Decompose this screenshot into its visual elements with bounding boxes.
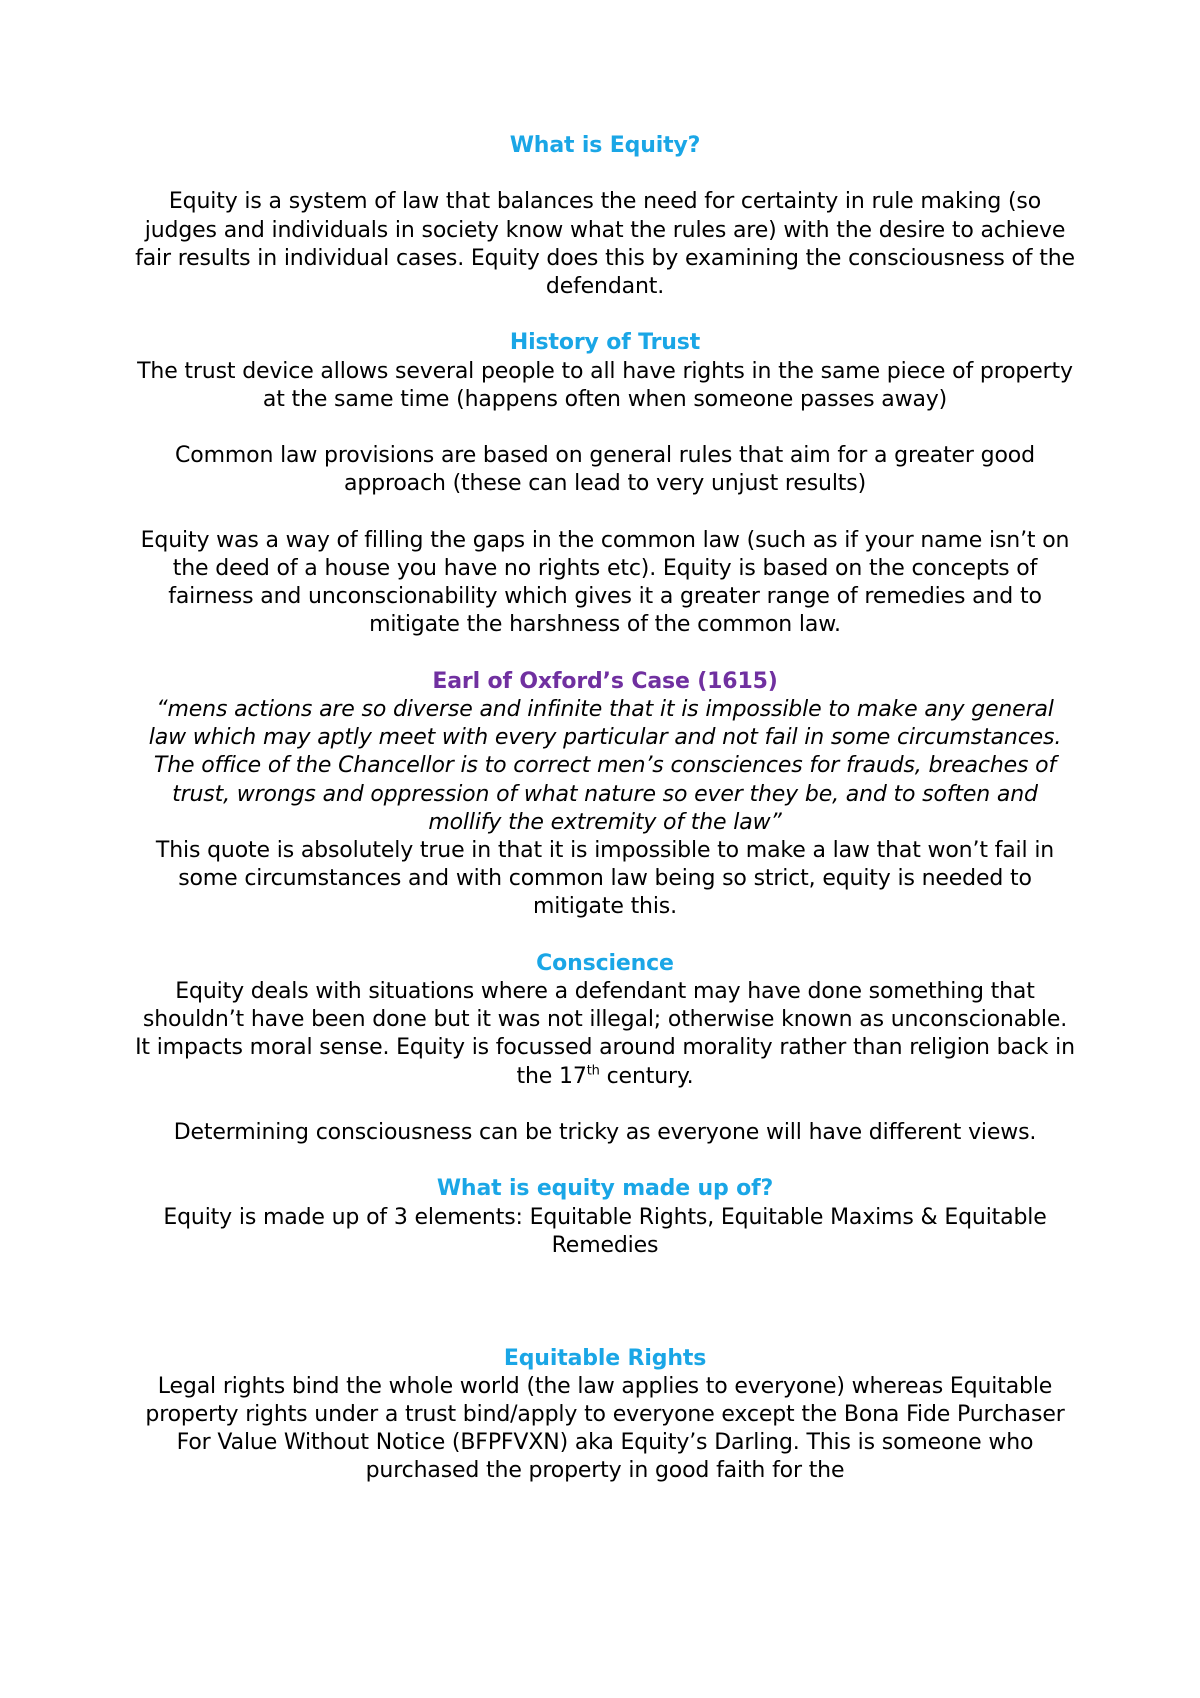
spacer — [135, 1147, 1075, 1175]
spacer — [135, 499, 1075, 527]
spacer — [135, 1260, 1075, 1345]
paragraph-equitable-rights: Legal rights bind the whole world (the law applies to everyone) whereas Equitable property rights under a trust bind/apply to everyone except the Bona Fide Purchaser For Value Without Notice (BFPFVXN) aka Equity’s Darling. This is someone who purchased the property in good faith for the — [145, 1373, 1065, 1484]
heading-what-is-equity: What is Equity? — [509, 133, 701, 158]
paragraph-common-law: Common law provisions are based on general rules that aim for a greater good approach (these can lead to very unjust results) — [175, 443, 1035, 497]
heading-conscience: Conscience — [536, 950, 674, 976]
quote-earl-of-oxford: “mens actions are so diverse and infinite that it is impossible to make any general law which may aptly meet with every particular and not fail in some circumstances. The office of the Chancellor is to correct men’s consciences for frauds, breaches of trust, wrongs and oppression of what nature so ever they be, and to soften and mollify the extremity of the law” — [148, 696, 1062, 835]
paragraph-conscience — [135, 978, 1075, 1091]
paragraph-trust-device: The trust device allows several people to all have rights in the same piece of property at the same time (happens often when someone passes away) — [137, 358, 1073, 412]
spacer — [135, 160, 1075, 188]
conscience-text: Equity deals with situations where a defendant may have done something that shouldn’t have been done but it was not illegal; otherwise known as unconscionable. It impacts moral sense. Equity is focussed around morality rather than religion back in the 17 — [135, 979, 1075, 1089]
heading-earl-of-oxford: Earl of Oxford’s Case (1615) — [432, 668, 778, 694]
spacer — [135, 922, 1075, 950]
spacer — [135, 301, 1075, 329]
ordinal-suffix: th — [586, 1063, 600, 1079]
paragraph-equity-gaps: Equity was a way of filling the gaps in the common law (such as if your name isn’t on the deed of a house you have no rights etc). Equity is based on the concepts of fairness and unconscionability which gives it a greater range of remedies and to mitigate the harshness of the common law. — [140, 527, 1070, 638]
heading-history-of-trust: History of Trust — [509, 330, 701, 356]
spacer — [135, 640, 1075, 668]
spacer — [135, 414, 1075, 442]
paragraph-what-is-equity: Equity is a system of law that balances the need for certainty in rule making (so judges and individuals in society know what the rules are) with the desire to achieve fair results in individual cases. Equity does this by examining the consciousness of the defendant. — [135, 189, 1075, 299]
paragraph-made-up-of: Equity is made up of 3 elements: Equitable Rights, Equitable Maxims & Equitable Remedies — [163, 1204, 1047, 1258]
paragraph-determining-consciousness: Determining consciousness can be tricky as everyone will have different views. — [173, 1120, 1037, 1145]
document-page — [135, 132, 1075, 1486]
heading-equitable-rights: Equitable Rights — [503, 1345, 707, 1371]
heading-made-up-of: What is equity made up of? — [436, 1176, 774, 1202]
paragraph-quote-comment: This quote is absolutely true in that it is impossible to make a law that won’t fail in some circumstances and with common law being so strict, equity is needed to mitigate this. — [155, 838, 1055, 920]
conscience-text-end: century. — [599, 1063, 694, 1089]
spacer — [135, 1091, 1075, 1119]
